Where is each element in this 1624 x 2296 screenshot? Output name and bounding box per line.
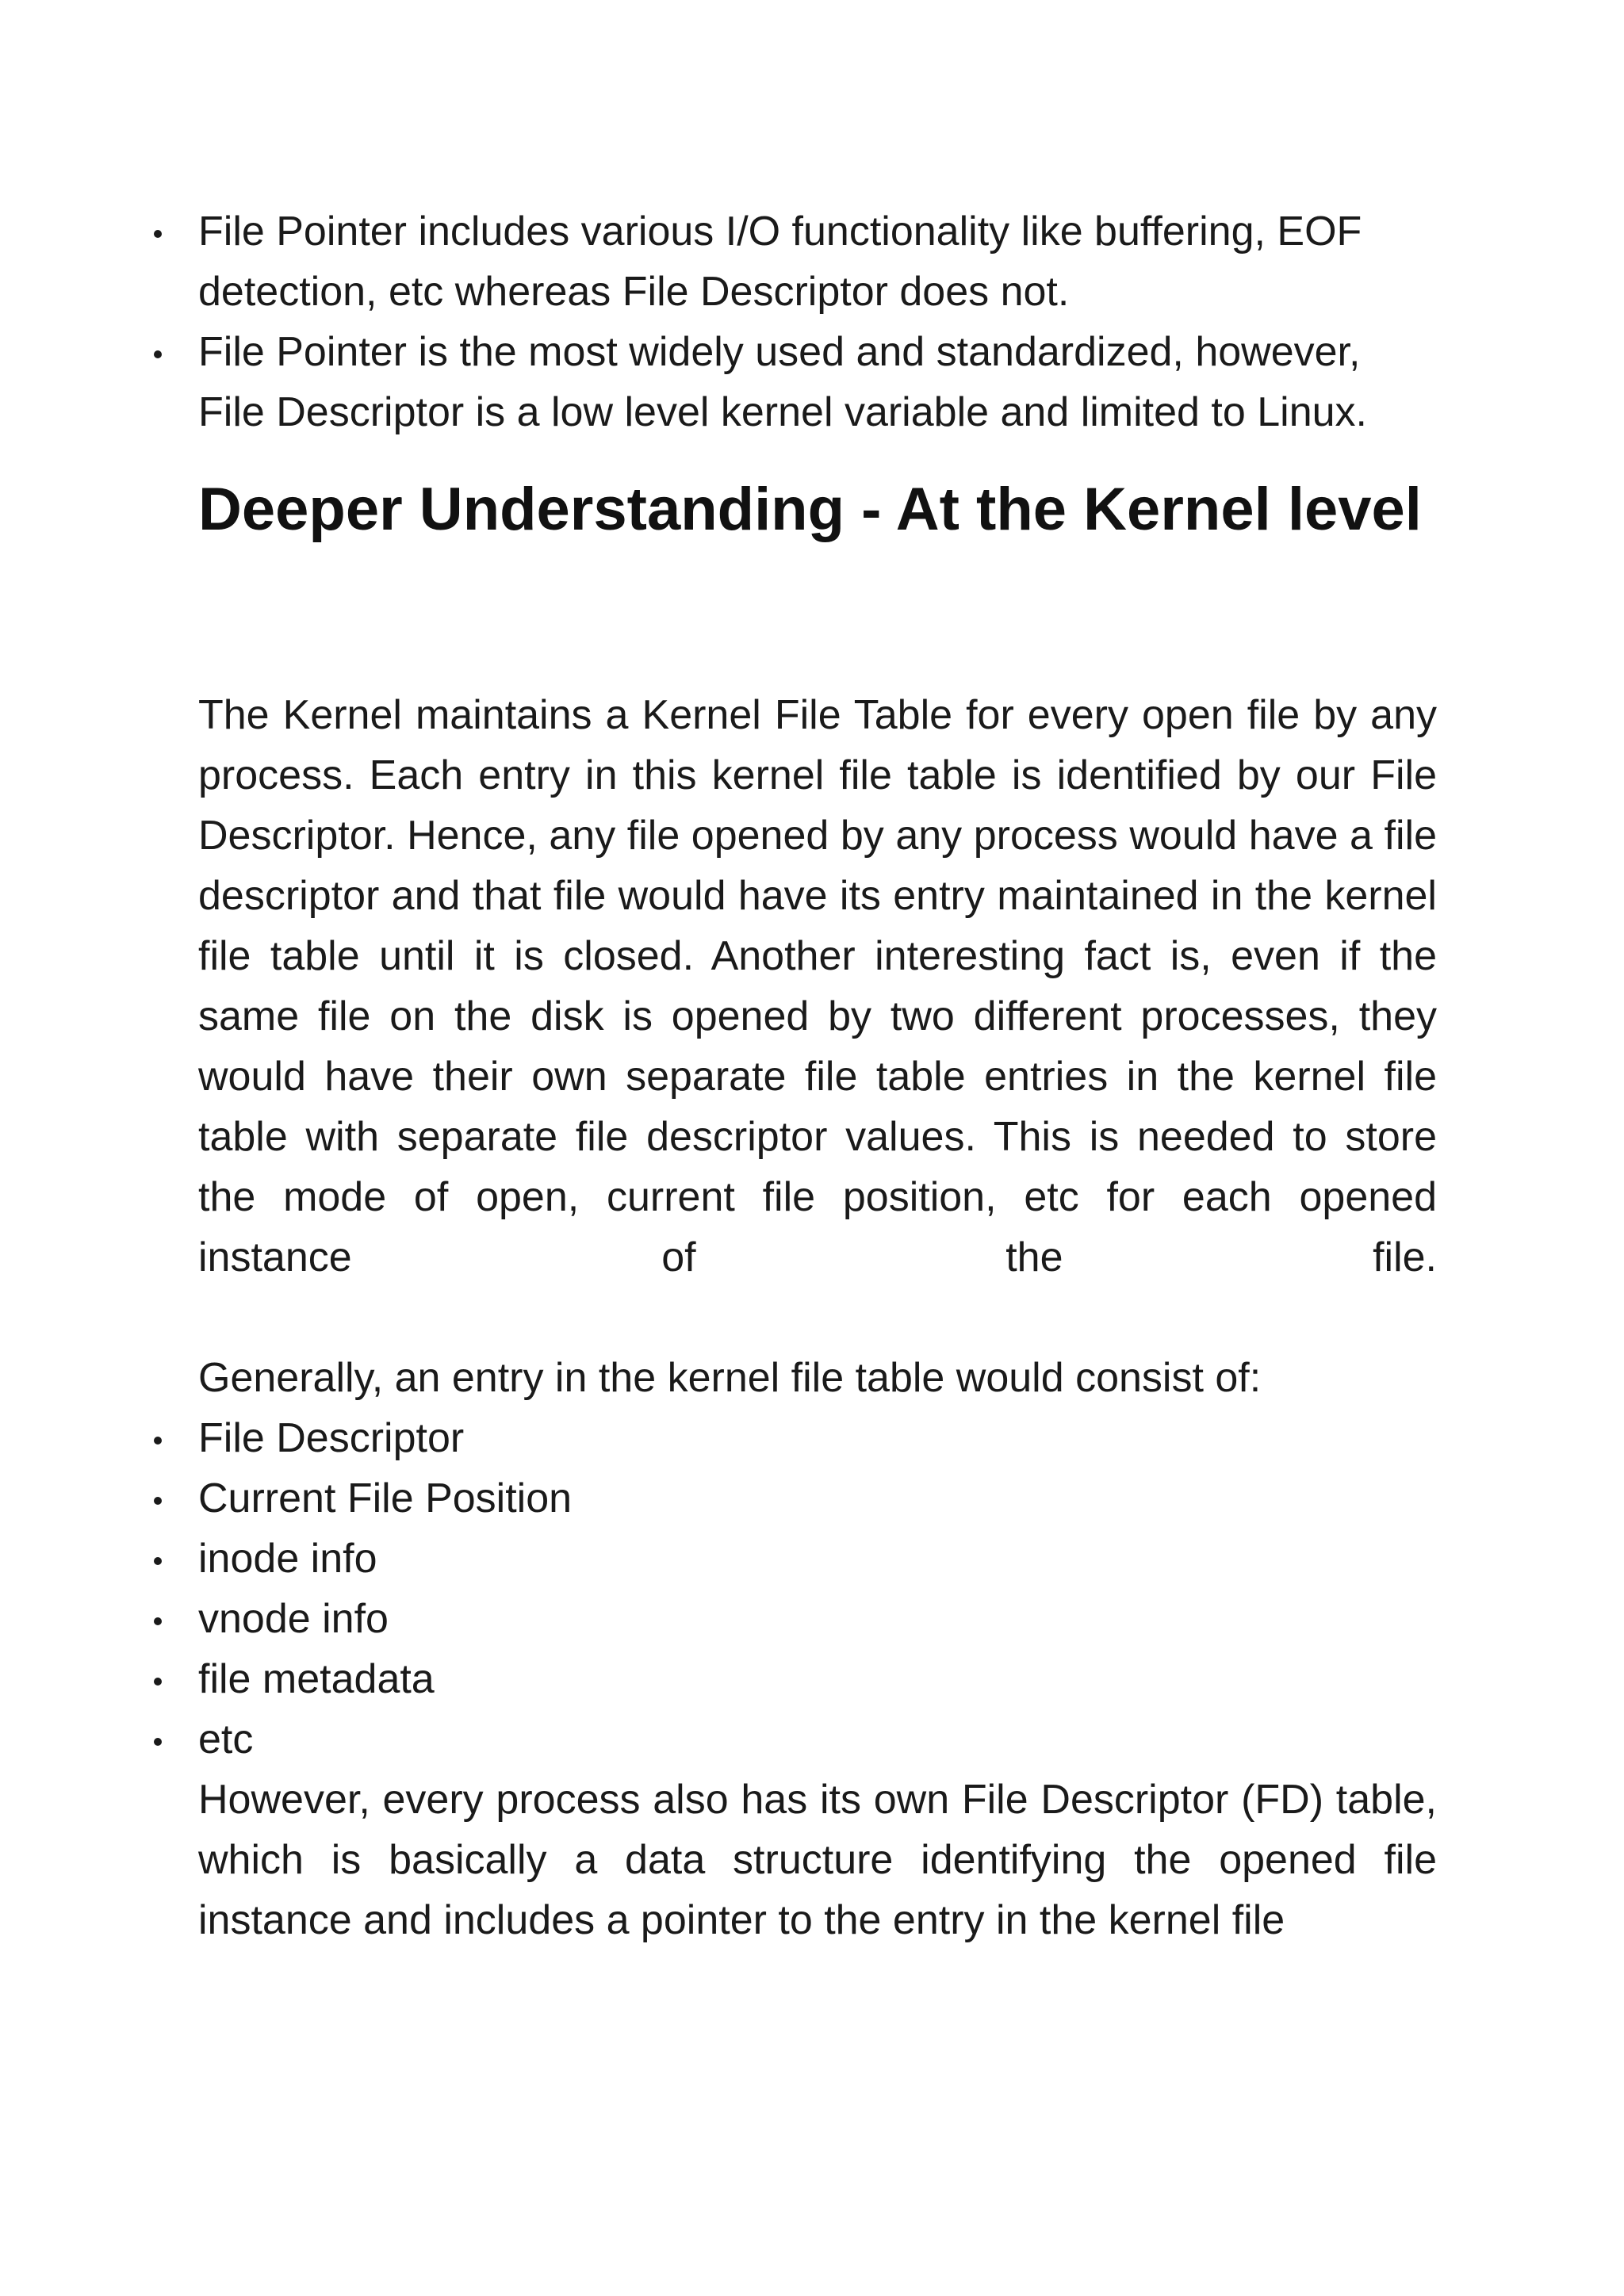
document-content [198, 201, 1437, 1950]
list-item: File Pointer is the most widely used and standardized, however, File Descriptor is a low level kernel variable and limited to Linux. [198, 322, 1437, 442]
entry-list [198, 1408, 1437, 1770]
list-item: File Pointer includes various I/O functionality like buffering, EOF detection, etc whereas File Descriptor does not. [198, 201, 1437, 322]
list-item: inode info [198, 1529, 1437, 1589]
list-item: File Descriptor [198, 1408, 1437, 1468]
kernel-file-table-paragraph: The Kernel maintains a Kernel File Table for every open file by any process. Each entry in this kernel file table is identified by our File Descriptor. Hence, any file opened by any process would have a file descriptor and that file would have its entry maintained in the kernel file table until it is closed. Another interesting fact is, even if the same file on the disk is opened by two different processes, they would have their own separate file table entries in the kernel file table with separate file descriptor values. This is needed to store the mode of open, current file position, etc for each opened instance of the file. [198, 692, 1437, 1280]
list-item: Current File Position [198, 1468, 1437, 1529]
list-item: etc [198, 1709, 1437, 1770]
top-bullet-list [198, 201, 1437, 442]
fd-table-paragraph: However, every process also has its own File Descriptor (FD) table, which is basically a data structure identifying the opened file instance and includes a pointer to the entry in the kernel file [198, 1777, 1437, 1943]
list-item: vnode info [198, 1589, 1437, 1649]
list-intro: Generally, an entry in the kernel file table would consist of: [198, 1355, 1262, 1401]
section-heading: Deeper Understanding - At the Kernel level [198, 476, 1422, 543]
list-item: file metadata [198, 1649, 1437, 1709]
